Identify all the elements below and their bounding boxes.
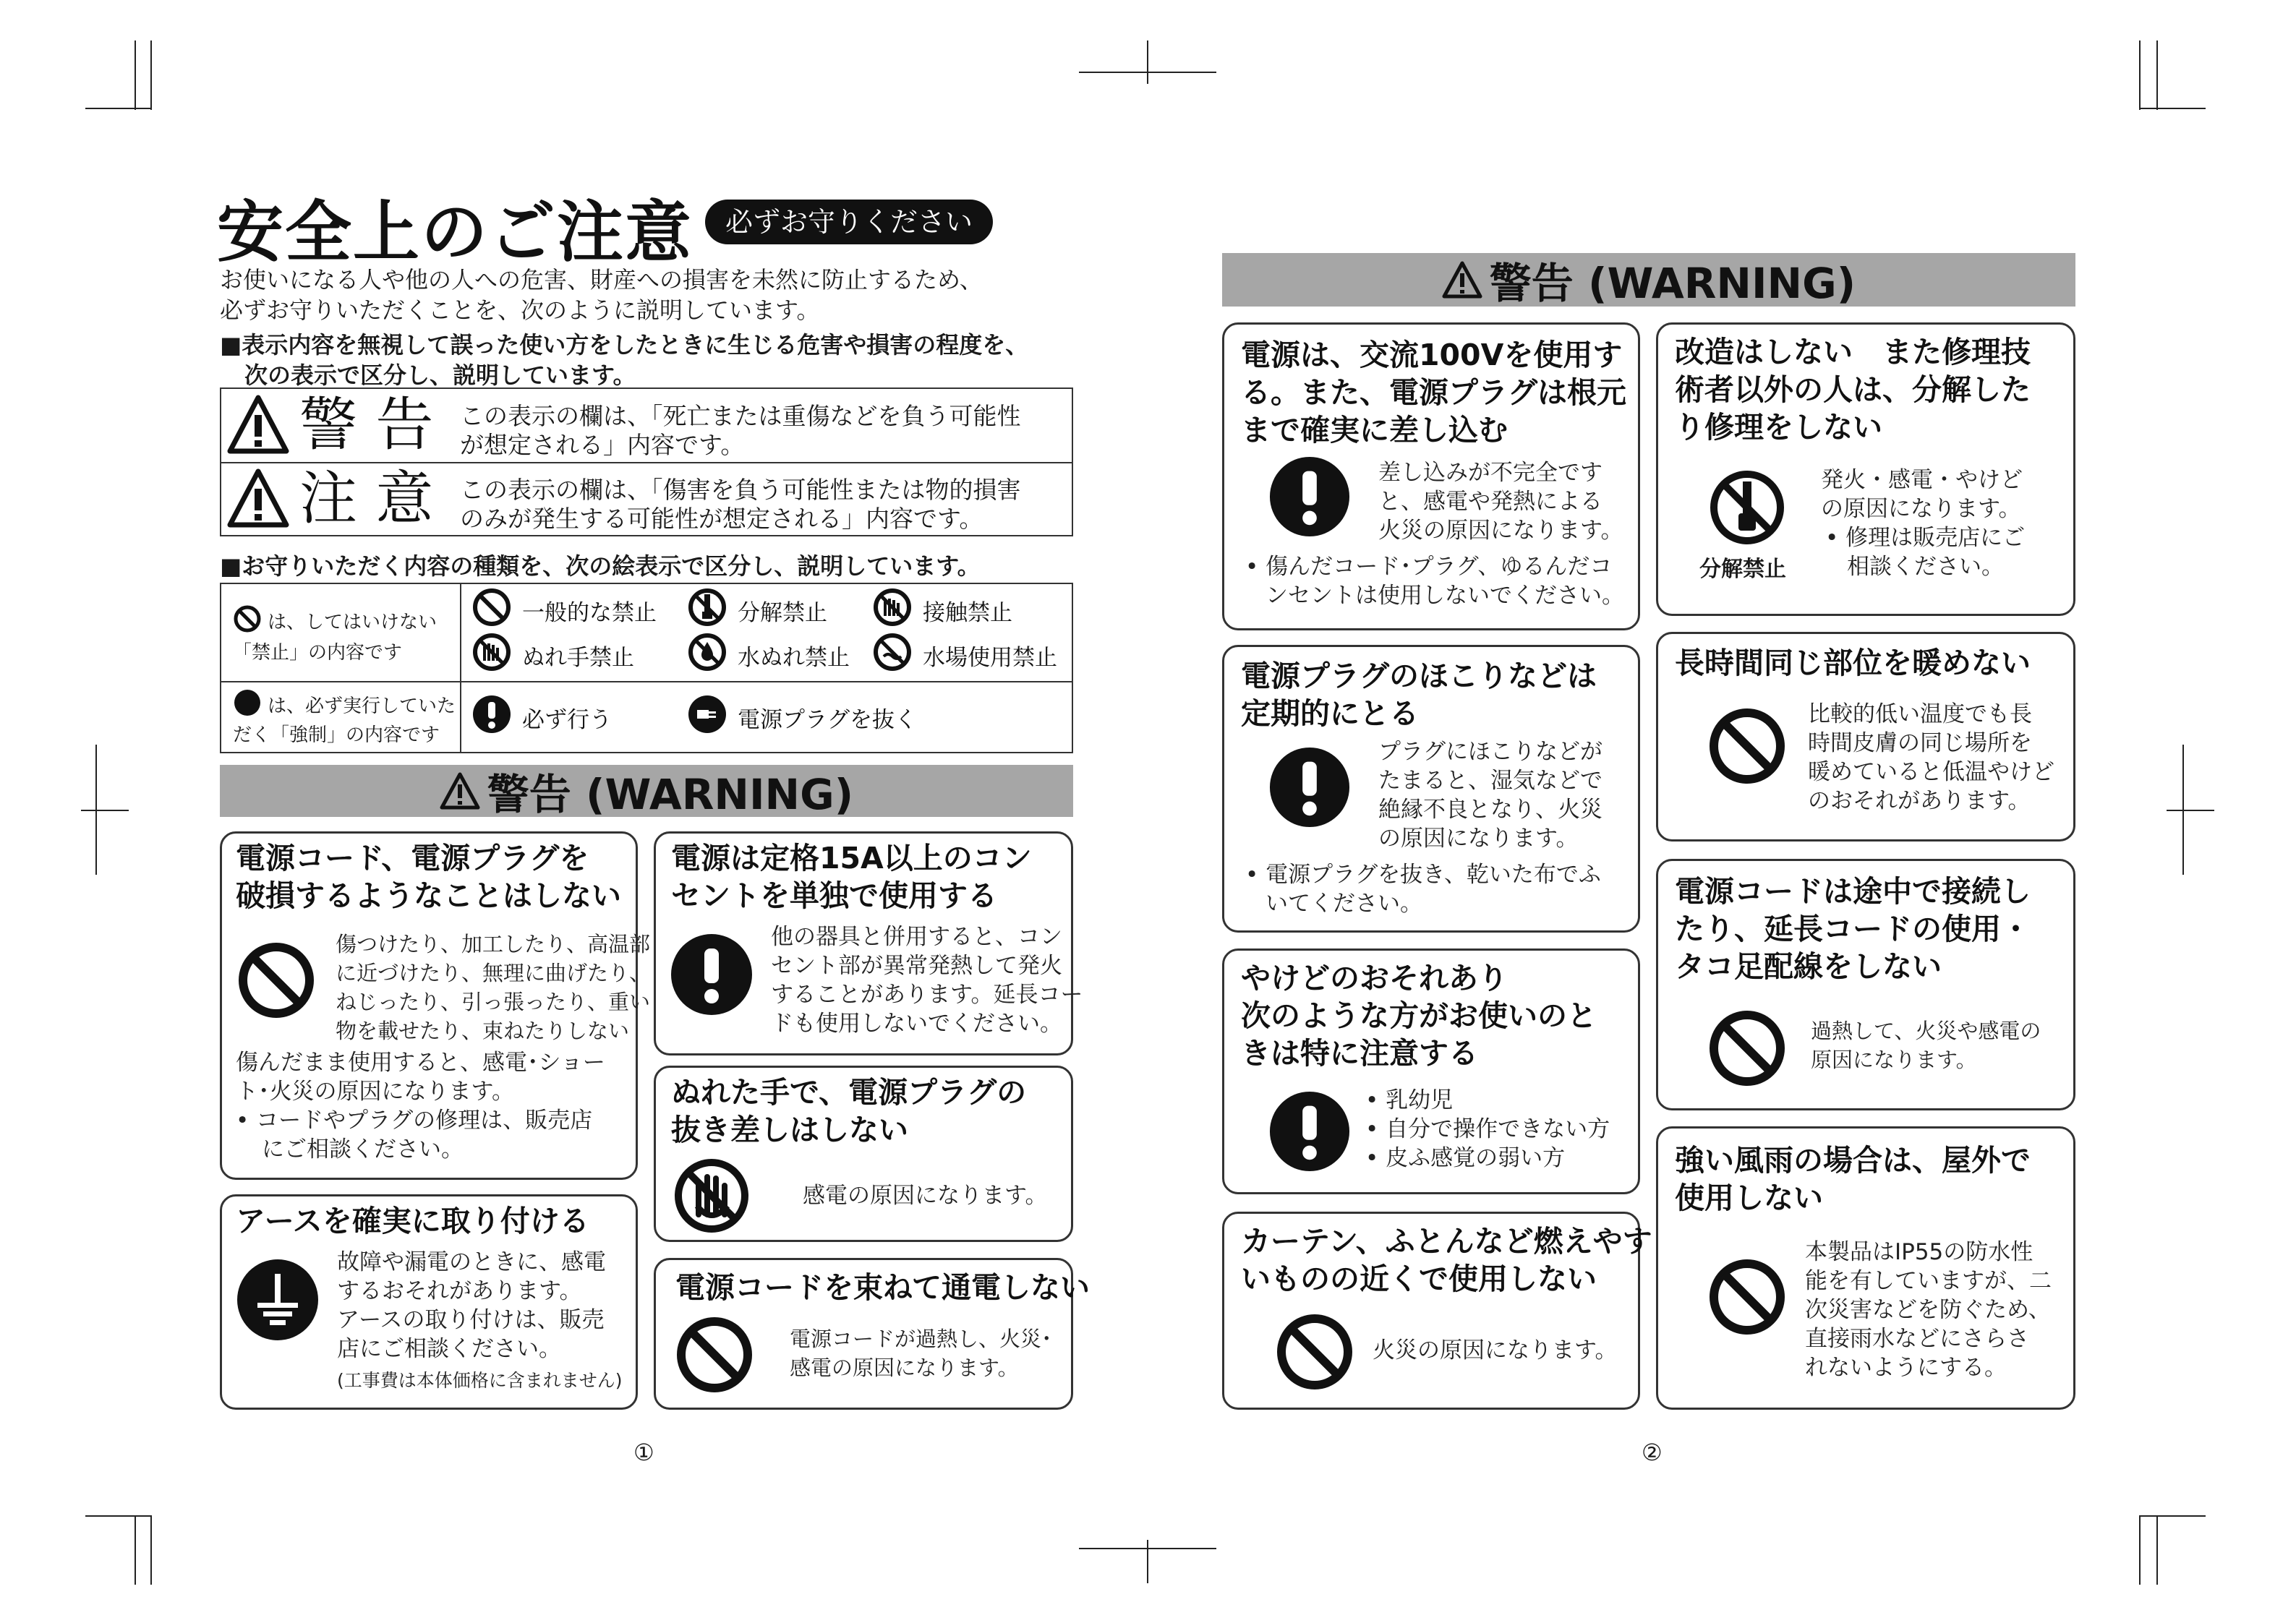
box-text: 電源コードが過熱し、火災･ [790, 1327, 1052, 1351]
water-prohibit-icon [687, 632, 727, 672]
contact-prohibit-icon [872, 587, 913, 628]
box-title: 使用しない [1675, 1181, 1823, 1215]
box-text: 絶縁不良となり、火災 [1378, 797, 1602, 823]
box-text: の原因になります。 [1821, 496, 2021, 522]
box-text: セント部が異常発熱して発火 [771, 953, 1062, 979]
intro-line-2: 必ずお守りいただくことを、次のように説明しています。 [220, 296, 820, 324]
box-title: 破損するようなことはしない [236, 878, 621, 913]
box-title: セントを単独で使用する [671, 878, 997, 913]
box-title: まで確実に差し込む [1241, 413, 1508, 447]
box-text: するおそれがあります。 [337, 1278, 582, 1304]
caution-triangle-icon [227, 468, 289, 528]
box-text: 次災害などを防ぐため、 [1805, 1297, 2051, 1323]
box-title: たり、延長コードの使用・ [1675, 912, 2031, 946]
warning-bar-label: 警告 (WARNING) [1489, 259, 1856, 308]
box-text: 店にご相談ください。 [337, 1336, 561, 1362]
list-item: • 乳幼児 [1365, 1087, 1454, 1113]
water-place-prohibit-icon [872, 632, 913, 672]
box-text: • 電源プラグを抜き、乾いた布でふ [1245, 862, 1601, 888]
warning-bar-page1 [220, 765, 1073, 817]
box-title: 改造はしない また修理技 [1675, 335, 2031, 369]
sym-wet-label: 水ぬれ禁止 [738, 645, 850, 671]
prohibit-icon [236, 940, 317, 1021]
box-text: 相談ください。 [1847, 554, 2004, 580]
symbols-heading: ■お守りいただく内容の種類を、次の絵表示で区分し、説明しています。 [220, 552, 981, 580]
box-text: • コードやプラグの修理は、販売店 [236, 1108, 593, 1134]
box-text: することがあります。延長コー [771, 982, 1083, 1008]
box-title: 電源プラグのほこりなどは [1241, 659, 1597, 693]
disassembly-prohibit-icon [687, 587, 727, 628]
box-text: 他の器具と併用すると、コン [771, 924, 1062, 950]
box-text: 火災の原因になります。 [1373, 1337, 1618, 1363]
box-text: アースの取り付けは、販売 [337, 1307, 605, 1333]
warning-triangle-icon [440, 772, 480, 810]
mandatory-desc-2: だく「強制」の内容です [233, 724, 440, 746]
box-title: タコ足配線をしない [1675, 949, 1942, 984]
box-text: プラグにほこりなどが [1378, 739, 1602, 765]
box-title: 電源コードを束ねて通電しない [675, 1270, 1090, 1305]
note-line-2: 次の表示で区分し、説明しています。 [244, 361, 636, 389]
mandatory-action-icon [1268, 746, 1351, 828]
list-item: • 自分で操作できない方 [1365, 1116, 1610, 1142]
box-text: 能を有していますが、二 [1805, 1268, 2052, 1294]
box-title: 定期的にとる [1241, 696, 1419, 731]
level-warning-desc-1: この表示の欄は、「死亡または重傷などを負う可能性 [460, 402, 1021, 430]
warning-bar-page2 [1222, 253, 2075, 307]
prohibit-desc-2: 「禁止」の内容です [233, 642, 403, 664]
page-number-1: ① [633, 1439, 654, 1466]
box-text: にご相談ください。 [262, 1136, 464, 1162]
box-text: 差し込みが不完全です [1378, 460, 1602, 486]
box-text: 発火・感電・やけど [1821, 467, 2023, 493]
level-caution-desc-2: のみが発生する可能性が想定される」内容です。 [460, 505, 983, 533]
box-text: れないようにする。 [1805, 1355, 2007, 1381]
note-line-1: ■表示内容を無視して誤った使い方をしたときに生じる危害や損害の程度を、 [220, 331, 1029, 359]
box-title: いものの近くで使用しない [1241, 1262, 1597, 1296]
box-title: る。また、電源プラグは根元 [1241, 375, 1626, 410]
box-text: ンセントは使用しないでください。 [1266, 583, 1624, 609]
wet-hand-prohibit-icon [471, 632, 512, 672]
title-badge: 必ずお守りください [705, 200, 993, 244]
box-title: ぬれた手で、電源プラグの [671, 1075, 1027, 1110]
warning-bar-label: 警告 (WARNING) [487, 770, 854, 819]
mandatory-action-icon [1268, 1090, 1351, 1173]
box-title: カーテン、ふとんなど燃えやす [1241, 1224, 1652, 1259]
box-title: 電源コードは途中で接続し [1675, 874, 2031, 909]
box-title: アースを確実に取り付ける [236, 1204, 589, 1238]
list-item: • 皮ふ感覚の弱い方 [1365, 1145, 1566, 1171]
box-title: やけどのおそれあり [1241, 961, 1508, 995]
box-text: 原因になります。 [1811, 1048, 1977, 1072]
sym-contact-label: 接触禁止 [923, 600, 1012, 626]
box-text: 比較的低い温度でも長 [1808, 701, 2032, 727]
box-text: 本製品はIP55の防水性 [1805, 1239, 2033, 1265]
box-text: と、感電や発熱による [1378, 489, 1602, 515]
prohibit-icon [1707, 706, 1788, 787]
sym-waterplace-label: 水場使用禁止 [923, 645, 1057, 671]
box-text: 故障や漏電のときに、感電 [337, 1249, 606, 1275]
prohibit-icon [674, 1314, 755, 1395]
box-text: 暖めていると低温やけど [1808, 759, 2054, 785]
prohibit-icon [1707, 1256, 1788, 1337]
intro-line-1: お使いになる人や他の人への危害、財産への損害を未然に防止するため、 [220, 266, 983, 294]
box-title: 強い風雨の場合は、屋外で [1675, 1143, 2031, 1178]
box-text: • 傷んだコード･プラグ、ゆるんだコ [1245, 554, 1613, 580]
box-title: り修理をしない [1675, 410, 1882, 445]
box-title: 長時間同じ部位を暖めない [1675, 646, 2031, 680]
level-caution-desc-1: この表示の欄は、「傷害を負う可能性または物的損害 [460, 476, 1021, 504]
box-text: 火災の原因になります。 [1378, 518, 1623, 544]
box-text: いてください。 [1266, 891, 1422, 917]
level-warning-label: 警 告 [299, 391, 434, 458]
box-text: • 修理は販売店にご [1825, 525, 2026, 551]
mandatory-small-icon [233, 688, 262, 717]
box-title: 電源は定格15A以上のコン [671, 841, 1032, 875]
box-title: 抜き差しはしない [671, 1113, 908, 1147]
box-text: 傷つけたり、加工したり、高温部 [336, 932, 651, 956]
box-text: の原因になります。 [1378, 826, 1579, 852]
mandatory-action-icon [670, 933, 754, 1016]
warning-triangle-icon [227, 395, 289, 454]
mandatory-desc-1: は、必ず実行していた [268, 695, 456, 717]
box-text: ねじったり、引っ張ったり、重い [336, 990, 651, 1014]
box-title: きは特に注意する [1241, 1036, 1478, 1071]
general-prohibit-icon [471, 587, 512, 628]
box-text: 感電の原因になります。 [803, 1183, 1048, 1209]
box-text: たまると、湿気などで [1378, 768, 1602, 794]
disassembly-icon-label: 分解禁止 [1699, 557, 1786, 582]
sym-unplug-label: 電源プラグを抜く [738, 707, 917, 733]
box-text: 直接雨水などにさらさ [1805, 1326, 2029, 1352]
sym-disassemble-label: 分解禁止 [738, 600, 827, 626]
box-text: のおそれがあります。 [1808, 788, 2031, 814]
box-text: ト･火災の原因になります。 [236, 1079, 515, 1105]
box-text: ドも使用しないでください。 [771, 1011, 1062, 1037]
box-title: 次のような方がお使いのと [1241, 998, 1597, 1033]
sym-general-label: 一般的な禁止 [522, 600, 657, 626]
wet-hand-prohibit-icon [671, 1155, 752, 1236]
box-text: 感電の原因になります。 [790, 1356, 1019, 1380]
prohibit-icon [1274, 1311, 1355, 1392]
box-text: 時間皮膚の同じ場所を [1808, 730, 2032, 756]
sym-must-label: 必ず行う [522, 707, 612, 733]
disassembly-prohibit-icon [1707, 467, 1788, 548]
box-text: に近づけたり、無理に曲げたり、 [336, 961, 651, 985]
box-title: 術者以外の人は、分解した [1675, 372, 2031, 407]
mandatory-action-icon [1268, 455, 1351, 538]
level-warning-desc-2: が想定される」内容です。 [460, 431, 745, 459]
box-note: (工事費は本体価格に含まれません) [337, 1370, 623, 1391]
prohibit-icon [1707, 1008, 1788, 1089]
warning-triangle-icon [1442, 261, 1482, 299]
box-title: 電源コード、電源プラグを [236, 841, 589, 875]
prohibit-desc-1: は、してはいけない [268, 612, 438, 633]
sym-wethand-label: ぬれ手禁止 [522, 645, 634, 671]
box-text: 傷んだまま使用すると、感電･ショー [236, 1050, 605, 1076]
page-title: 安全上のご注意 [217, 194, 694, 271]
box-title: 電源は、交流100Vを使用す [1241, 338, 1623, 372]
page-number-2: ② [1642, 1439, 1663, 1466]
mandatory-action-icon [471, 694, 512, 735]
level-caution-label: 注 意 [299, 465, 434, 532]
box-text: 物を載せたり、束ねたりしない [336, 1019, 630, 1043]
ground-icon [236, 1258, 320, 1342]
unplug-icon [687, 694, 727, 735]
box-text: 過熱して、火災や感電の [1811, 1019, 2041, 1043]
prohibit-small-icon [233, 604, 262, 633]
